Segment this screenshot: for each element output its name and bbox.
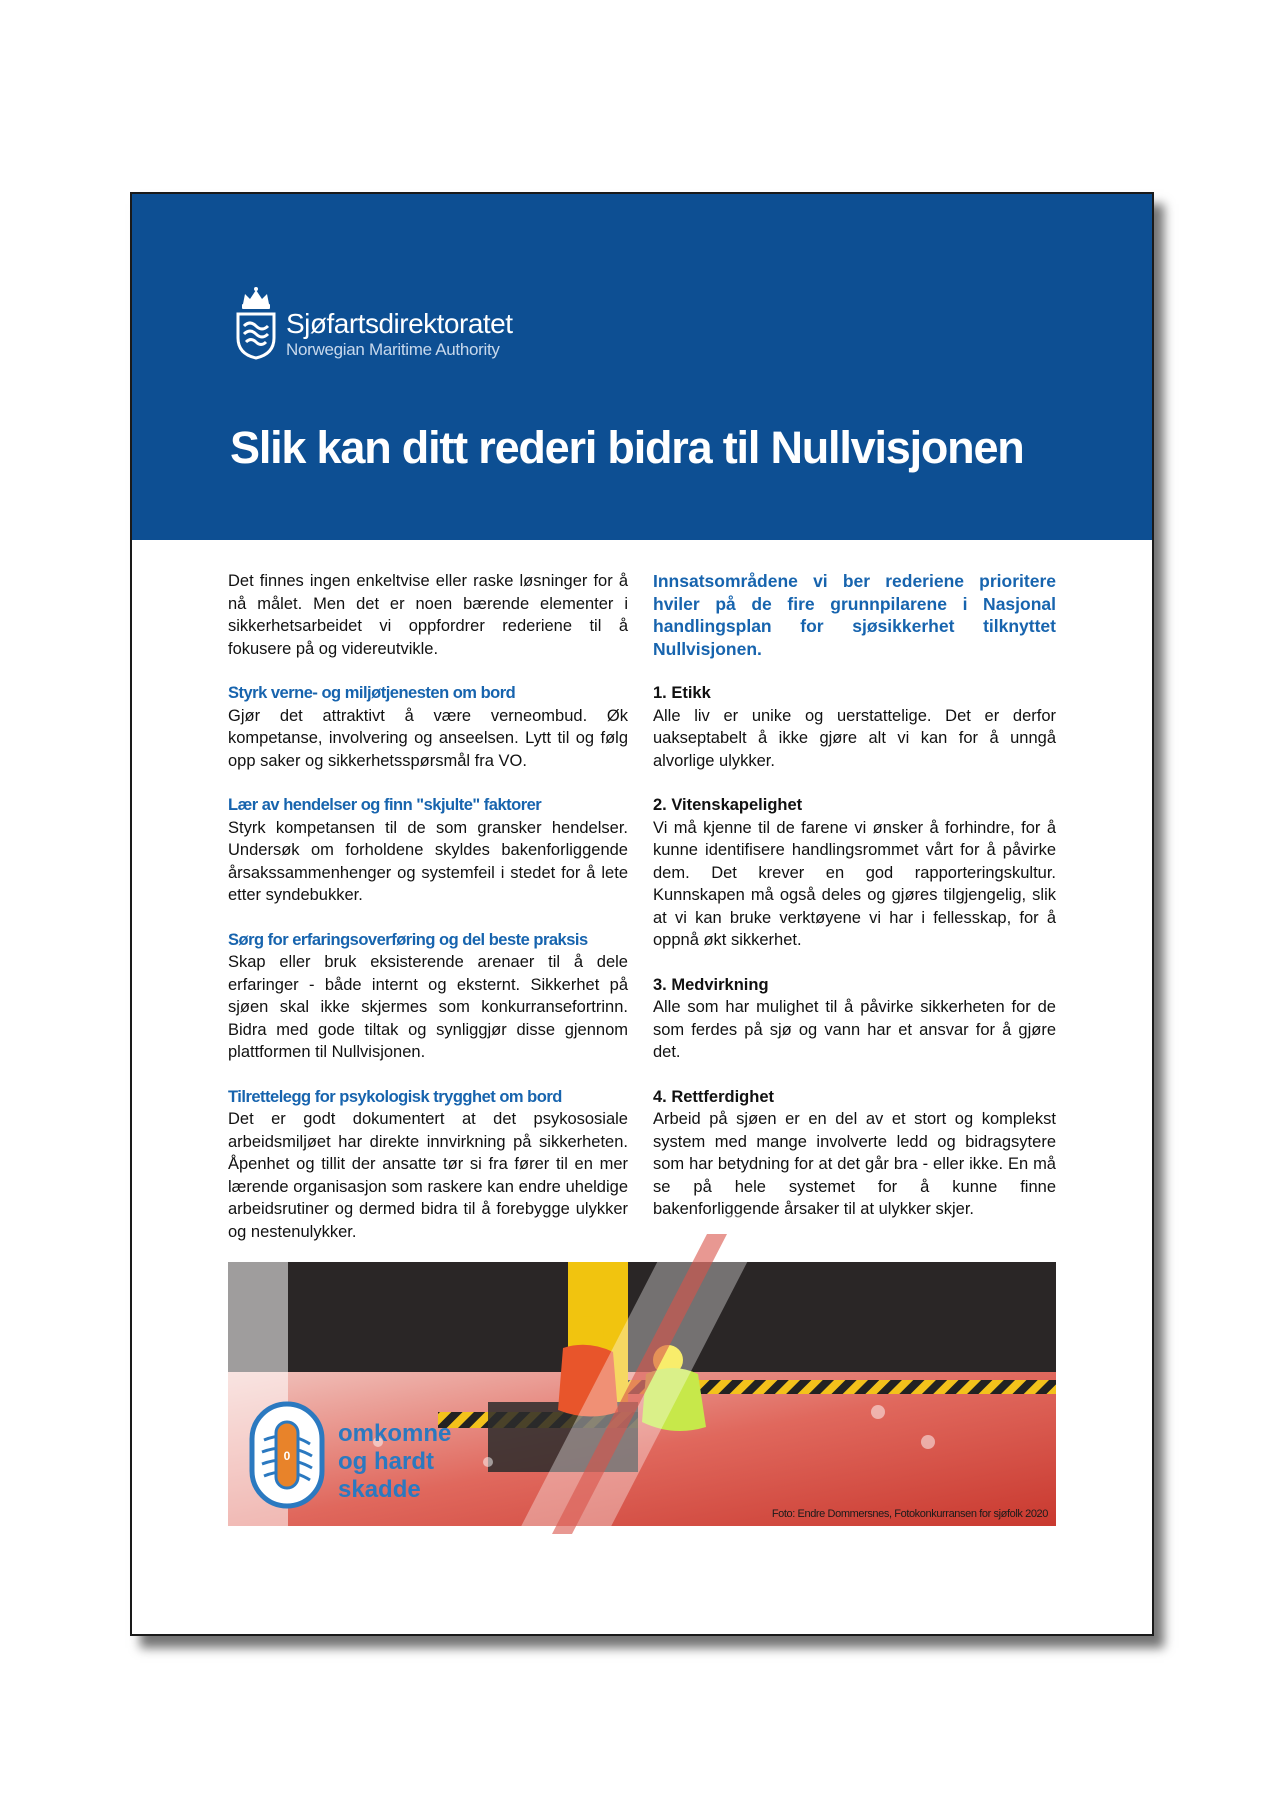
pillar-title: 1. Etikk [653, 684, 711, 702]
header-banner [132, 194, 1152, 540]
pillar-title: 3. Medvirkning [653, 975, 769, 994]
badge-number: 0 [283, 1449, 291, 1463]
pillar-item [653, 682, 1056, 772]
section-body: Styrk kompetansen til de som gransker hendelser. Undersøk om forholdene skyldes bakenforliggende årsakssammenhenger og systemfeil i stedet for å lete etter syndebukker. [228, 818, 628, 904]
org-name: Sjøfartsdirektoratet [286, 308, 513, 339]
section-body: Gjør det attraktivt å være verneombud. Øk kompetanse, involvering og anseelsen. Lytt til og følg opp saker og sikkerhetsspørsmål fra VO. [228, 706, 628, 770]
left-intro: Det finnes ingen enkeltvise eller raske løsninger for å nå målet. Men det er noen bærende elementer i sikkerhetsarbeidet vi oppfordrer rederiene til å fokusere på og videreutvikle. [228, 572, 628, 658]
badge-line: og hardt [338, 1448, 434, 1475]
org-logo [234, 286, 554, 366]
pillar-body: Vi må kjenne til de farene vi ønsker å forhindre, for å kunne identifisere handlingsrommet vårt for å påvirke dem. Det krever en god rapporteringskultur. Kunnskapen må også deles og gjøres tilgjengelig, slik at vi kan bruke verktøyene vi har i fellesskap, for å oppnå økt sikkerhet. [653, 818, 1056, 949]
left-section [228, 929, 628, 1064]
pillar-body: Arbeid på sjøen er en del av et stort og komplekst system med mange involverte ledd og bidragsytere som har betydning for at det går bra - eller ikke. En må se på hele systemet for å kunne finne bakenforliggende årsaker til at ulykker skjer. [653, 1110, 1056, 1218]
right-column [653, 570, 1056, 1221]
photo-credit: Foto: Endre Dommersnes, Fotokonkurransen for sjøfolk 2020 [771, 1508, 1048, 1520]
pillar-body: Alle som har mulighet til å påvirke sikkerheten for de som ferdes på sjø og vann har et ansvar for å gjøre det. [653, 998, 1056, 1061]
badge-line: omkomne [338, 1420, 452, 1447]
section-title: Lær av hendelser og finn "skjulte" faktorer [228, 796, 542, 814]
section-body: Skap eller bruk eksisterende arenaer til å dele erfaringer - både internt og eksternt. Sikkerhet på sjøen skal ikke skjermes som konkurransefortrinn. Bidra med gode tiltak og synliggjør disse gjennom plattformen til Nullvisjonen. [228, 953, 628, 1061]
left-section [228, 682, 628, 772]
pillar-item [653, 974, 1056, 1064]
badge-caption [338, 1420, 451, 1504]
page-title: Slik kan ditt rederi bidra til Nullvisjonen [230, 422, 1024, 473]
right-intro: Innsatsområdene vi ber rederiene prioritere hviler på de fire grunnpilarene i Nasjonal handlingsplan for sjøsikkerhet tilknyttet Nullvisjonen. [653, 571, 1056, 659]
pillar-item [653, 1086, 1056, 1221]
decorative-slash [512, 1214, 772, 1544]
left-column [228, 570, 628, 1243]
pillar-item [653, 794, 1056, 952]
pillar-title: 2. Vitenskapelighet [653, 796, 803, 814]
section-body: Det er godt dokumentert at det psykososiale arbeidsmiljøet har direkte innvirkning på sikkerheten. Åpenhet og tillit der ansatte tør si fra fører til en mer lærende organisasjon som raskere kan endre uheldige arbeidsrutiner og dermed bidra til å forebygge ulykker og nestenulykker. [228, 1110, 628, 1241]
section-title: Styrk verne- og miljøtjenesten om bord [228, 684, 516, 702]
section-title: Sørg for erfaringsoverføring og del beste praksis [228, 930, 588, 949]
pillar-body: Alle liv er unike og uerstattelige. Det er derfor uakseptabelt å ikke gjøre alt vi kan for å unngå alvorlige ulykker. [653, 706, 1056, 770]
pillar-title: 4. Rettferdighet [653, 1087, 775, 1106]
badge-line: skadde [338, 1476, 421, 1503]
crown-shield-icon [234, 286, 278, 360]
nullvisjonen-zero-icon [248, 1400, 326, 1510]
flyer-page [130, 192, 1154, 1636]
left-section [228, 794, 628, 907]
section-title: Tilrettelegg for psykologisk trygghet om bord [228, 1087, 562, 1106]
org-subtitle: Norwegian Maritime Authority [286, 340, 500, 359]
